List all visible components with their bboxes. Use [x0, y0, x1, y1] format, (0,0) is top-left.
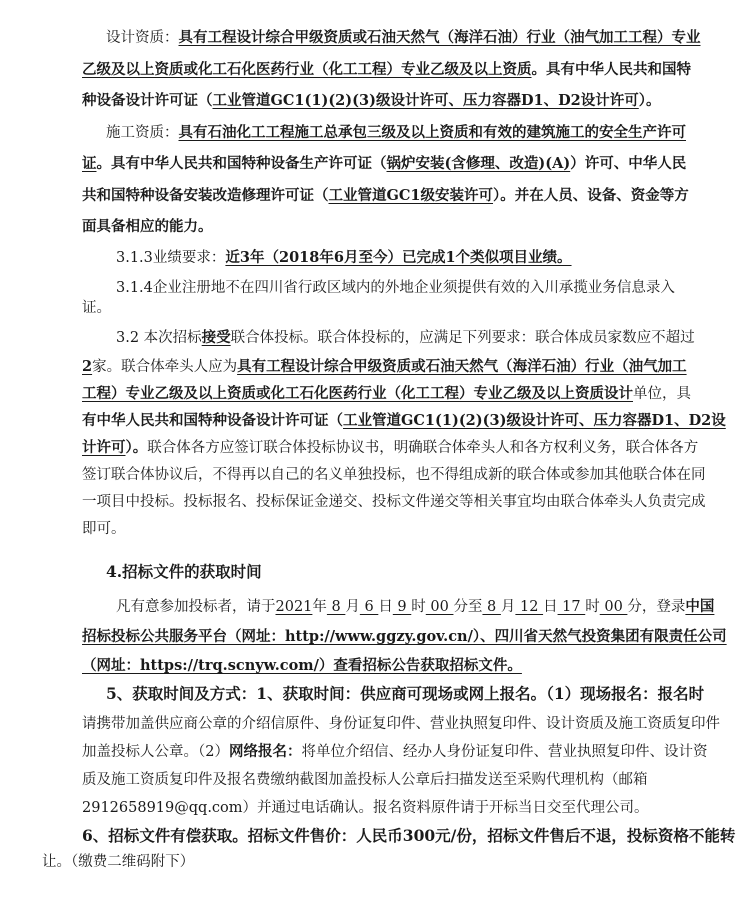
consortium-paragraph-line-7: [82, 492, 706, 512]
text-segment: 12: [515, 599, 544, 615]
text-segment: 17: [557, 599, 586, 615]
text-segment: 月: [500, 599, 516, 615]
text-segment: 9: [392, 599, 412, 615]
text-segment: 6、招标文件有偿获取。: [82, 826, 248, 845]
text-segment: 一项目中投标。投标报名、投标保证金递交、投标文件递交等相关事宜均由联合体牵头人负责完成: [82, 494, 706, 510]
text-segment: （1）: [546, 684, 581, 703]
text-segment: 将单位介绍信、经办人身份证复印件、营业执照复印件、设计资: [301, 744, 708, 760]
design-qualification-line-2: [82, 60, 691, 80]
text-segment: 8: [326, 599, 346, 615]
construction-qualification-line-4: [82, 217, 213, 237]
text-segment: 具有工程设计综合甲级资质或石油天然气（海洋石油）行业（油气加工: [237, 358, 687, 375]
section-6-heading: [82, 826, 735, 846]
text-segment: 质及施工资质复印件及报名费缴纳截图加盖投标人公章后扫描发送至采购代理机构（邮箱: [82, 772, 648, 788]
design-qualification-line-3: [82, 91, 661, 111]
text-segment: 3.2 本次招标: [116, 330, 202, 346]
text-segment: 近3年（2018年6月至今）已完成1个类似项目业绩。: [225, 249, 572, 266]
text-segment: 报名时: [657, 684, 705, 703]
consortium-paragraph-line-3: [82, 384, 691, 404]
text-segment: 3.1.3业绩要求：: [116, 250, 226, 266]
consortium-paragraph-line-4: [82, 411, 726, 431]
registration-method-line-1: [82, 714, 720, 734]
consortium-paragraph-line-6: [82, 465, 706, 485]
text-segment: 时: [411, 599, 426, 615]
text-segment: 6: [359, 599, 379, 615]
text-segment: 具有石油化工工程施工总承包三级及以上资质和有效的建筑施工的安全生产许可: [178, 124, 686, 141]
text-segment: 共和国特种设备安装改造修理许可证（: [82, 187, 329, 204]
text-segment: 请携带加盖供应商公章的介绍信原件、身份证复印件、营业执照复印件、设计资质及施工资质复印件: [82, 716, 720, 732]
text-segment: 让。（缴费二维码附下）: [42, 854, 195, 870]
text-segment: 接受: [201, 329, 231, 346]
text-segment: 施工资质：: [106, 125, 179, 141]
consortium-paragraph-line-5: [82, 438, 698, 458]
text-segment: 证。: [82, 300, 111, 316]
text-segment: ）。: [638, 92, 661, 109]
text-segment: 种设备设计许可证（: [82, 92, 213, 109]
registration-method-line-2: [82, 742, 707, 762]
text-segment: 8: [482, 599, 501, 615]
text-segment: 有中华人民共和国特种设备设计许可证（: [82, 412, 343, 429]
registration-requirement-line-1: [116, 278, 675, 298]
text-segment: 加盖投标人公章。（2）: [82, 744, 229, 760]
registration-method-line-4: [82, 798, 649, 818]
text-segment: 。具有中华人民共和国特: [531, 61, 691, 78]
text-segment: 面具备相应的能力。: [82, 218, 213, 235]
acquisition-time-line-3: [82, 656, 522, 676]
text-segment: 月: [345, 599, 360, 615]
text-segment: 2: [82, 358, 93, 375]
acquisition-time-line-2: [82, 627, 727, 647]
text-segment: ）。并在人员、设备、资金等方: [493, 187, 689, 204]
registration-requirement-line-2: [82, 298, 111, 318]
text-segment: 即可。: [82, 521, 126, 537]
text-segment: 签订联合体协议后，不得再以自己的名义单独投标，也不得组成新的联合体或参加其他联合体在同: [82, 467, 706, 483]
text-segment: 5、获取时间及方式：1、获取时间：供应商可现场或网上报名。: [106, 684, 547, 703]
text-segment: 联合体各方应签订联合体投标协议书，明确联合体牵头人和各方权利义务，联合体各方: [147, 440, 699, 456]
text-segment: 证: [82, 155, 97, 172]
text-segment: 时: [585, 599, 600, 615]
text-segment: 乙级及以上资质或化工石化医药行业（化工工程）专业乙级及以上资质: [82, 61, 532, 78]
text-segment: 招标文件售价：人民币300元/份，招标文件售后不退，投标资格不能转: [247, 826, 736, 845]
text-segment: 家。联合体牵头人应为: [92, 359, 238, 375]
text-segment: 分，登录: [627, 599, 686, 615]
text-segment: 2021: [275, 599, 313, 615]
text-segment: 锅炉安装(含修理、改造)(A): [386, 155, 571, 172]
text-segment: 现场报名：: [580, 684, 658, 703]
text-segment: 分至: [453, 599, 483, 615]
section-4-heading: [106, 562, 262, 582]
text-segment: 招标投标公共服务平台（网址：http://www.ggzy.gov.cn/）、四川省天然气投资集团有限责任公司: [82, 628, 727, 645]
text-segment: 3.1.4企业注册地不在四川省行政区域内的外地企业须提供有效的入川承揽业务信息录入: [116, 280, 675, 296]
consortium-paragraph-line-8: [82, 519, 126, 539]
section-6-continuation: [42, 852, 194, 872]
acquisition-time-line-1: [116, 597, 714, 617]
text-segment: 。具有中华人民共和国特种设备生产许可证（: [96, 155, 387, 172]
text-segment: 单位，具: [633, 386, 691, 402]
construction-qualification-line-3: [82, 186, 689, 206]
text-segment: ）许可、中华人民: [570, 155, 687, 172]
registration-method-line-3: [82, 770, 648, 790]
text-segment: 工业管道GC1(1)(2)(3)级设计许可、压力容器D1、D2设: [343, 412, 726, 429]
text-segment: 日: [378, 599, 393, 615]
construction-qualification-line-1: [106, 123, 686, 143]
text-segment: 年: [312, 599, 327, 615]
text-segment: 具有工程设计综合甲级资质或石油天然气（海洋石油）行业（油气加工工程）专业: [178, 29, 701, 46]
text-segment: 计许可: [82, 439, 126, 456]
text-segment: 设计资质：: [106, 30, 179, 46]
text-segment: 工业管道GC1(1)(2)(3)级设计许可、压力容器D1、D2设计许可: [212, 92, 639, 109]
text-segment: 00: [599, 599, 628, 615]
text-segment: 工程）专业乙级及以上资质或化工石化医药行业（化工工程）专业乙级及以上资质设计: [82, 385, 633, 402]
text-segment: 联合体投标。联合体投标的，应满足下列要求：联合体成员家数应不超过: [230, 330, 695, 346]
text-segment: （网址：https://trq.scnyw.com/）查看招标公告获取招标文件。: [82, 657, 522, 674]
design-qualification-line-1: [106, 28, 701, 48]
text-segment: 中国: [685, 598, 715, 615]
text-segment: 4.招标文件的获取时间: [106, 562, 262, 581]
text-segment: 2912658919@qq.com）并通过电话确认。报名资料原件请于开标当日交至代理公司。: [82, 800, 649, 816]
text-segment: 日: [543, 599, 558, 615]
construction-qualification-line-2: [82, 154, 686, 174]
text-segment: ）。: [125, 439, 148, 456]
section-5-heading: [106, 684, 704, 704]
text-segment: 凡有意参加投标者，请于: [116, 599, 276, 615]
consortium-paragraph-line-1: [116, 328, 695, 348]
performance-requirement: [116, 248, 572, 268]
consortium-paragraph-line-2: [82, 357, 687, 377]
text-segment: 00: [425, 599, 454, 615]
text-segment: 网络报名：: [228, 743, 302, 760]
text-segment: 工业管道GC1级安装许可: [328, 187, 494, 204]
